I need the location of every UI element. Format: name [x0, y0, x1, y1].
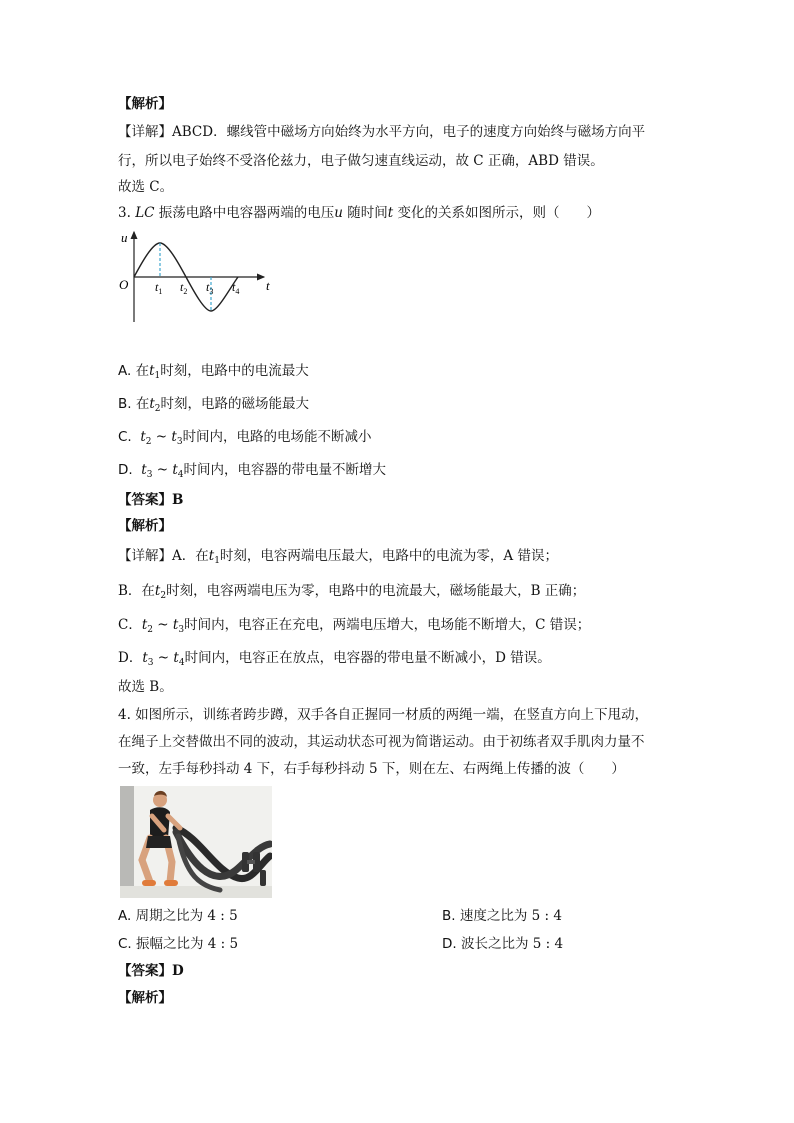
battle-rope-trainer-image	[120, 786, 272, 898]
q3-answer: 【答案】B	[118, 492, 184, 508]
subscript: 2	[145, 437, 152, 447]
q3-stem-text-a: 振荡电路中电容器两端的电压	[154, 205, 335, 221]
detail-text: B．在	[118, 583, 155, 599]
tilde: ~	[153, 617, 173, 633]
q2-analysis-heading: 【解析】	[118, 96, 172, 112]
q3-option-a[interactable]	[118, 361, 309, 381]
detail-text: 时间内，电容正在充电，两端电压增大，电场能不断增大，C 错误；	[184, 617, 591, 633]
t-symbol: t	[142, 650, 148, 666]
tilde: ~	[152, 462, 173, 478]
subscript: 3	[146, 470, 153, 480]
option-text: 速度之比为 5 : 4	[459, 908, 562, 924]
q3-option-b[interactable]	[118, 394, 309, 414]
t-symbol: t	[173, 650, 179, 666]
q2-conclusion: 故选 C。	[118, 179, 174, 195]
tick-label-t4: $t_4$	[232, 280, 240, 296]
subscript: 3	[176, 437, 183, 447]
t-symbol: t	[172, 462, 178, 478]
q2-detail-line-2: 行，所以电子始终不受洛伦兹力，电子做匀速直线运动，故 C 正确，ABD 错误。	[118, 153, 604, 169]
q3-t-symbol: t	[387, 205, 394, 221]
q3-stem-text-c: 变化的关系如图所示，则（ ）	[393, 205, 601, 221]
option-text: 时间内，电路的电场能不断减小	[182, 429, 372, 445]
q2-detail-line-1: 【详解】ABCD．螺线管中磁场方向始终为水平方向，电子的速度方向始终与磁场方向平	[118, 124, 646, 140]
detail-text: 【详解】A．在	[118, 548, 209, 564]
u-axis-label: u	[121, 230, 128, 245]
t-symbol: t	[149, 396, 155, 412]
q3-stem-text-b: 随时间	[342, 205, 388, 221]
q4-analysis-heading: 【解析】	[118, 990, 172, 1006]
q3-number: 3.	[118, 205, 131, 221]
option-letter: D.	[442, 936, 457, 952]
subscript: 3	[178, 625, 185, 635]
q4-stem-line-2: 在绳子上交替做出不同的波动，其运动状态可视为简谐运动。由于初练者双手肌肉力量不	[118, 734, 645, 750]
option-text: 在	[135, 363, 150, 379]
tick-label-t2: $t_2$	[180, 280, 188, 296]
t-symbol: t	[172, 617, 179, 633]
q3-lc-symbol: LC	[135, 205, 155, 221]
q3-analysis-heading: 【解析】	[118, 518, 172, 534]
option-letter: B.	[442, 908, 456, 924]
detail-text: 时刻，电容两端电压最大，电路中的电流为零，A 错误；	[219, 548, 558, 564]
q3-option-d[interactable]	[118, 460, 386, 480]
option-text: 波长之比为 5 : 4	[460, 936, 564, 952]
t-axis-label: t	[266, 278, 270, 293]
q4-option-d[interactable]	[442, 934, 563, 954]
t-symbol: t	[141, 462, 147, 478]
tilde: ~	[151, 429, 172, 445]
q4-option-b[interactable]	[442, 906, 562, 926]
detail-text: 时刻，电容两端电压为零，电路中的电流最大，磁场能最大，B 正确；	[166, 583, 586, 599]
detail-text: D．	[118, 650, 143, 666]
q4-stem-line-1: 4. 如图所示，训练者跨步蹲，双手各自正握同一材质的两绳一端，在竖直方向上下甩动，	[118, 707, 649, 723]
q4-stem-line-3: 一致，左手每秒抖动 4 下，右手每秒抖动 5 下，则在左、右两绳上传播的波（ ）	[118, 761, 625, 777]
subscript: 3	[147, 658, 154, 668]
q3-detail-d	[118, 648, 551, 668]
t-symbol: t	[154, 583, 161, 599]
q3-detail-b	[118, 581, 585, 601]
q3-detail-c	[118, 615, 590, 635]
tick-label-t3: $t_3$	[206, 280, 214, 296]
option-text: 时刻，电路中的电流最大	[160, 363, 309, 379]
subscript: 4	[178, 658, 185, 668]
t-symbol: t	[149, 363, 155, 379]
option-text: 时刻，电路的磁场能最大	[160, 396, 310, 412]
tick-label-t1: $t_1$	[155, 280, 163, 296]
option-letter: A.	[118, 363, 132, 379]
option-letter: A.	[118, 908, 132, 924]
option-letter: C.	[118, 936, 132, 952]
option-text: 周期之比为 4 : 5	[135, 908, 238, 924]
voltage-time-figure	[118, 228, 278, 326]
subscript: 1	[214, 556, 220, 566]
t-symbol: t	[171, 429, 177, 445]
q3-u-symbol: u	[334, 205, 343, 221]
option-text: 在	[135, 396, 150, 412]
subscript: 4	[177, 470, 184, 480]
t-symbol: t	[140, 429, 146, 445]
q3-conclusion: 故选 B。	[118, 679, 173, 695]
q4-answer: 【答案】D	[118, 963, 184, 979]
subscript: 1	[154, 371, 161, 381]
q4-option-a[interactable]	[118, 906, 238, 926]
q3-stem	[118, 203, 600, 223]
q4-option-c[interactable]	[118, 934, 238, 954]
option-text: 振幅之比为 4 : 5	[136, 936, 239, 952]
tilde: ~	[153, 650, 174, 666]
q3-detail-a	[118, 546, 558, 566]
option-letter: D.	[118, 462, 133, 478]
option-letter: C.	[118, 429, 132, 445]
option-letter: B.	[118, 396, 132, 412]
q3-option-c[interactable]	[118, 427, 372, 447]
subscript: 2	[154, 404, 161, 414]
option-text: 时间内，电容器的带电量不断增大	[183, 462, 387, 478]
origin-label: O	[119, 277, 129, 292]
detail-text: C．	[118, 617, 142, 633]
t-symbol: t	[208, 548, 215, 564]
subscript: 2	[160, 591, 167, 601]
detail-text: 时间内，电容正在放点，电容器的带电量不断减小，D 错误。	[184, 650, 551, 666]
subscript: 2	[147, 625, 154, 635]
t-symbol: t	[141, 617, 148, 633]
